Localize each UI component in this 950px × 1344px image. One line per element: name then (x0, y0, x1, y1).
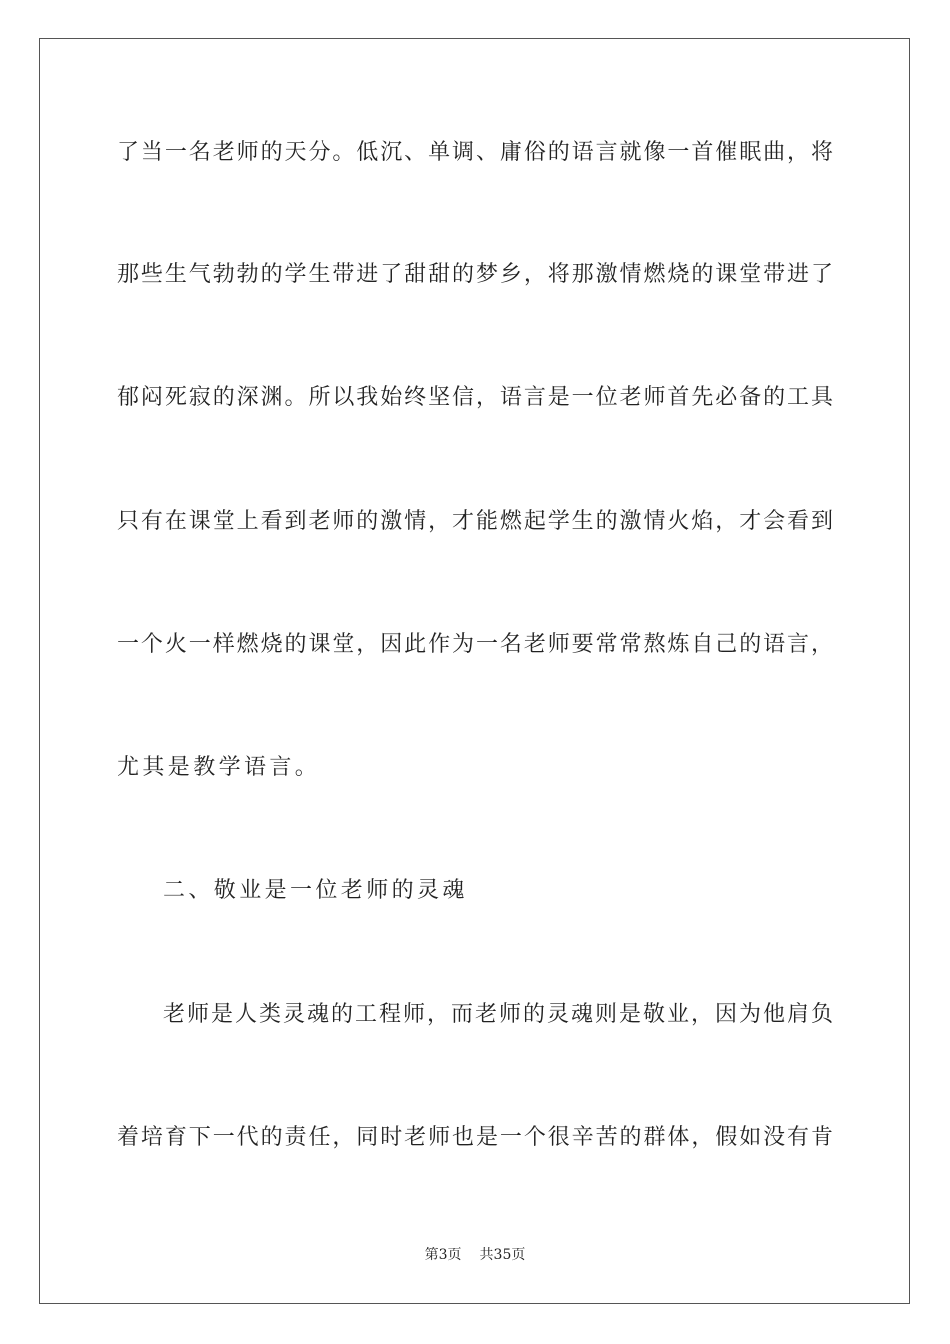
page-frame (39, 38, 910, 1304)
body-line-4: 只有在课堂上看到老师的激情，才能燃起学生的激情火焰，才会看到 (117, 509, 833, 534)
body-line-2: 那些生气勃勃的学生带进了甜甜的梦乡，将那激情燃烧的课堂带进了 (117, 262, 833, 287)
page-footer (0, 1244, 950, 1264)
para2-line-2: 着培育下一代的责任，同时老师也是一个很辛苦的群体，假如没有肯 (117, 1125, 833, 1150)
section-heading: 二、敬业是一位老师的灵魂 (163, 878, 468, 903)
para2-line-1: 老师是人类灵魂的工程师，而老师的灵魂则是敬业，因为他肩负 (163, 1002, 833, 1027)
body-line-6: 尤其是教学语言。 (117, 755, 321, 780)
body-line-1: 了当一名老师的天分。低沉、单调、庸俗的语言就像一首催眠曲，将 (117, 140, 833, 165)
body-line-5: 一个火一样燃烧的课堂，因此作为一名老师要常常熬炼自己的语言， (117, 632, 833, 657)
page-number: 第3页 (424, 1247, 462, 1263)
body-line-3: 郁闷死寂的深渊。所以我始终坚信，语言是一位老师首先必备的工具 (117, 385, 833, 410)
page-total: 共35页 (479, 1247, 526, 1263)
